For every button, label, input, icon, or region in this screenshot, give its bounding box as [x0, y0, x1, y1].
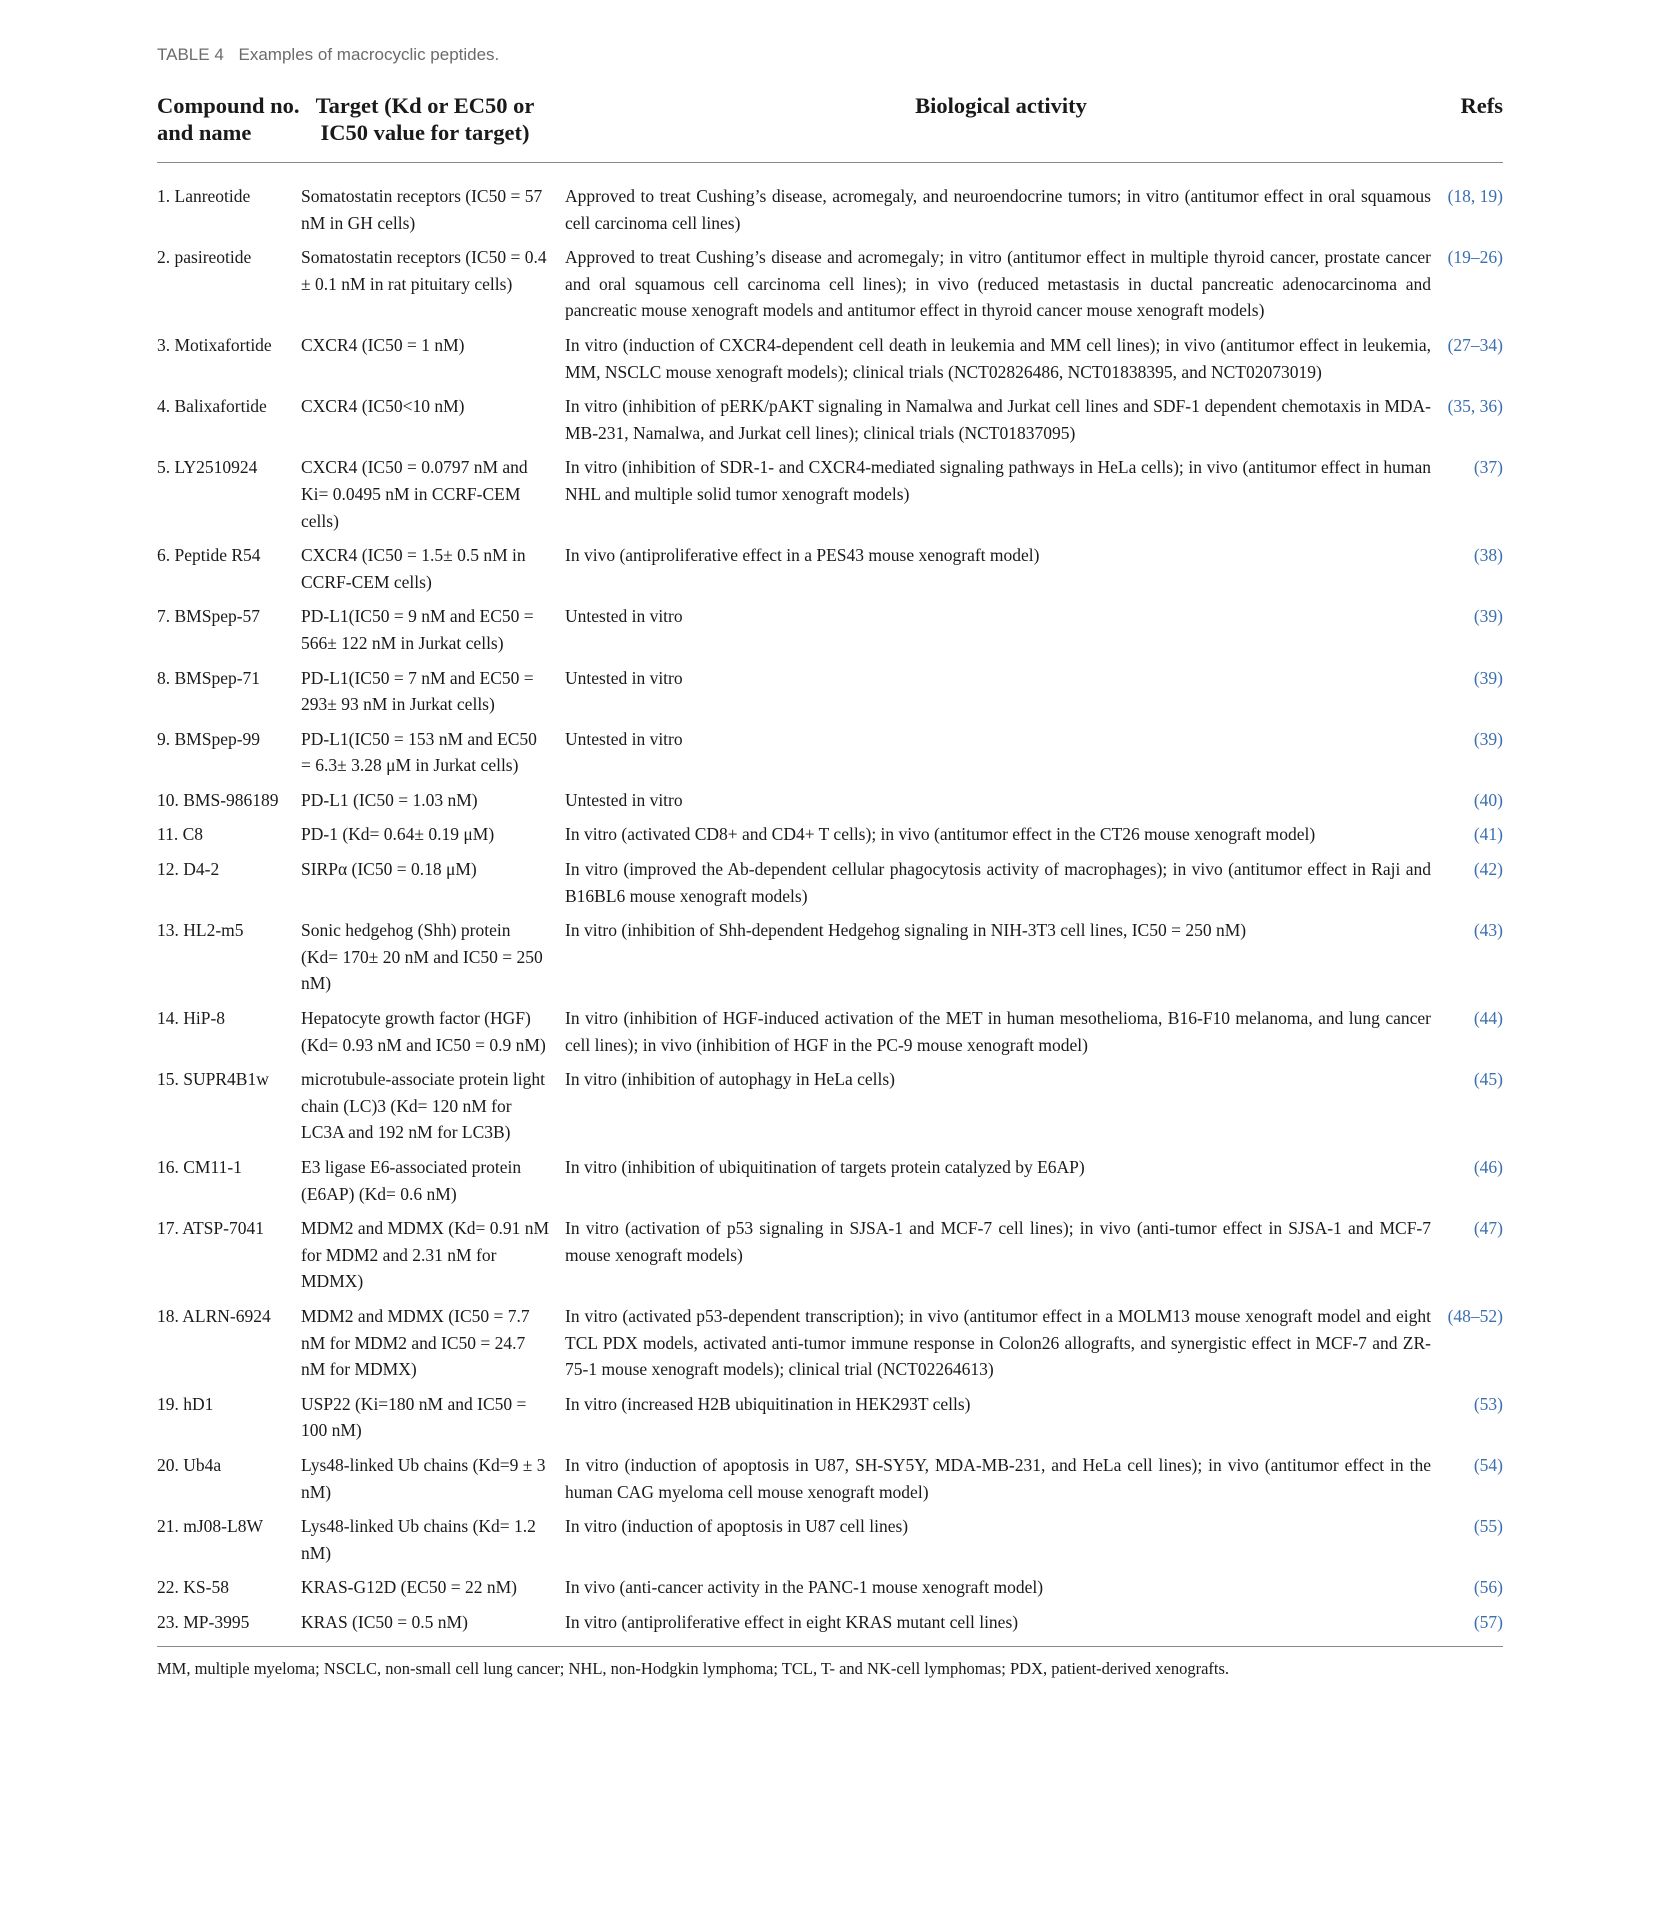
table-row [157, 787, 1503, 822]
biological-activity: In vitro (activated p53-dependent transcription); in vivo (antitumor effect in a MOLM13 mouse xenograft model and eight TCL PDX models, activated anti-tumor immune response in Colon26 allografts, and synergistic effect in MCF-7 and ZR-75-1 mouse xenograft models); clinical trial (NCT02264613) [565, 1305, 1431, 1380]
refs: (39) [1473, 728, 1503, 749]
table-page [157, 44, 1503, 1681]
biological-activity: In vitro (increased H2B ubiquitination in HEK293T cells) [565, 1393, 971, 1414]
compound-name: 19. hD1 [157, 1393, 214, 1414]
table-label: TABLE 4 [157, 45, 224, 64]
target-value: Somatostatin receptors (IC50 = 0.4 ± 0.1 nM in rat pituitary cells) [301, 247, 547, 294]
compound-name: 3. Motixafortide [157, 334, 272, 355]
refs: (53) [1473, 1393, 1503, 1414]
biological-activity: In vitro (activated CD8+ and CD4+ T cells); in vivo (antitumor effect in the CT26 mouse xenograft model) [565, 824, 1316, 845]
refs: (46) [1473, 1157, 1503, 1177]
target-value: PD-L1(IC50 = 9 nM and EC50 = 566± 122 nM in Jurkat cells) [301, 606, 534, 653]
compound-name: 1. Lanreotide [157, 186, 251, 206]
header-target: Target (Kd or EC50 or IC50 value for target) [301, 92, 565, 163]
biological-activity: Untested in vitro [565, 728, 683, 749]
refs: (56) [1473, 1577, 1503, 1598]
target-value: Hepatocyte growth factor (HGF) (Kd= 0.93 nM and IC50 = 0.9 nM) [301, 1008, 546, 1055]
target-value: KRAS-G12D (EC50 = 22 nM) [301, 1577, 517, 1598]
compound-name: 11. C8 [157, 824, 204, 845]
biological-activity: In vitro (induction of apoptosis in U87, SH-SY5Y, MDA-MB-231, and HeLa cell lines); in vivo (antitumor effect in the human CAG myeloma cell mouse xenograft model) [565, 1454, 1431, 1502]
refs: (45) [1473, 1069, 1503, 1090]
compound-name: 14. HiP-8 [157, 1008, 226, 1029]
target-value: Lys48-linked Ub chains (Kd= 1.2 nM) [301, 1516, 536, 1563]
refs: (48–52) [1447, 1305, 1503, 1326]
table-row [157, 821, 1503, 856]
table-row [157, 603, 1503, 664]
biological-activity: In vitro (activation of p53 signaling in SJSA-1 and MCF-7 cell lines); in vivo (anti-tumor effect in SJSA-1 and MCF-7 mouse xenograft models) [565, 1218, 1431, 1265]
refs: (39) [1473, 606, 1503, 627]
table-row [157, 1303, 1503, 1391]
compound-name: 21. mJ08-L8W [157, 1516, 263, 1537]
table-row [157, 1574, 1503, 1609]
macrocyclic-peptides-table [157, 92, 1503, 1647]
refs: (55) [1473, 1516, 1503, 1537]
target-value: Lys48-linked Ub chains (Kd=9 ± 3 nM) [301, 1454, 546, 1502]
compound-name: 22. KS-58 [157, 1577, 229, 1598]
refs: (54) [1473, 1454, 1503, 1475]
target-value: USP22 (Ki=180 nM and IC50 = 100 nM) [301, 1393, 527, 1441]
table-row [157, 1513, 1503, 1574]
table-row [157, 1609, 1503, 1646]
target-value: CXCR4 (IC50 = 1 nM) [301, 334, 465, 355]
table-row [157, 332, 1503, 393]
biological-activity: In vitro (inhibition of ubiquitination of targets protein catalyzed by E6AP) [565, 1157, 1085, 1177]
table-row [157, 542, 1503, 603]
compound-name: 12. D4-2 [157, 859, 220, 880]
refs: (35, 36) [1447, 396, 1503, 417]
compound-name: 17. ATSP-7041 [157, 1218, 264, 1239]
table-title: Examples of macrocyclic peptides. [238, 45, 500, 64]
target-value: Somatostatin receptors (IC50 = 57 nM in GH cells) [301, 186, 543, 233]
biological-activity: Untested in vitro [565, 667, 683, 688]
compound-name: 15. SUPR4B1w [157, 1069, 269, 1090]
biological-activity: Untested in vitro [565, 606, 683, 627]
compound-name: 23. MP-3995 [157, 1609, 301, 1646]
header-compound: Compound no. and name [157, 92, 301, 163]
biological-activity: Approved to treat Cushing’s disease and acromegaly; in vitro (antitumor effect in multiple thyroid cancer, prostate cancer and oral squamous cell carcinoma cell lines); in vivo (reduced metastasis in ductal pancreatic adenocarcinoma and pancreatic mouse xenograft models and antitumor effect in thyroid cancer mouse xenograft models) [565, 247, 1431, 321]
biological-activity: Untested in vitro [565, 789, 683, 810]
table-row [157, 1215, 1503, 1303]
target-value: SIRPα (IC50 = 0.18 μM) [301, 859, 477, 880]
compound-name: 9. BMSpep-99 [157, 728, 261, 749]
target-value: E3 ligase E6-associated protein (E6AP) (Kd= 0.6 nM) [301, 1157, 522, 1204]
table-row [157, 1154, 1503, 1215]
target-value: PD-L1(IC50 = 153 nM and EC50 = 6.3± 3.28 μM in Jurkat cells) [301, 728, 537, 776]
refs: (40) [1473, 789, 1503, 810]
target-value: PD-L1(IC50 = 7 nM and EC50 = 293± 93 nM in Jurkat cells) [301, 667, 534, 715]
compound-name: 5. LY2510924 [157, 457, 258, 478]
target-value: CXCR4 (IC50<10 nM) [301, 396, 465, 417]
biological-activity: In vivo (antiproliferative effect in a PES43 mouse xenograft model) [565, 545, 1040, 566]
table-row [157, 454, 1503, 542]
biological-activity: In vitro (improved the Ab-dependent cellular phagocytosis activity of macrophages); in vivo (antitumor effect in Raji and B16BL6 mouse xenograft models) [565, 859, 1431, 906]
header-activity: Biological activity [565, 92, 1437, 163]
table-row [157, 856, 1503, 917]
compound-name: 13. HL2-m5 [157, 920, 244, 941]
refs: (27–34) [1447, 334, 1503, 355]
table-row [157, 1005, 1503, 1066]
refs: (43) [1473, 920, 1503, 941]
target-value: microtubule-associate protein light chain (LC)3 (Kd= 120 nM for LC3A and 192 nM for LC3B) [301, 1069, 545, 1143]
table-header-row [157, 92, 1503, 163]
compound-name: 18. ALRN-6924 [157, 1305, 271, 1326]
biological-activity: In vitro (inhibition of autophagy in HeLa cells) [565, 1069, 895, 1090]
compound-name: 7. BMSpep-57 [157, 606, 261, 627]
refs: (42) [1473, 859, 1503, 880]
target-value: CXCR4 (IC50 = 1.5± 0.5 nM in CCRF-CEM cells) [301, 545, 526, 592]
biological-activity: In vitro (antiproliferative effect in eight KRAS mutant cell lines) [565, 1609, 1437, 1646]
biological-activity: In vitro (induction of CXCR4-dependent cell death in leukemia and MM cell lines); in vivo (antitumor effect in leukemia, MM, NSCLC mouse xenograft models); clinical trials (NCT02826486, NCT01838395, and NCT02073019) [565, 334, 1431, 382]
biological-activity: In vitro (inhibition of Shh-dependent Hedgehog signaling in NIH-3T3 cell lines, IC50 = 250 nM) [565, 920, 1247, 941]
biological-activity: Approved to treat Cushing’s disease, acromegaly, and neuroendocrine tumors; in vitro (antitumor effect in oral squamous cell carcinoma cell lines) [565, 186, 1431, 233]
table-row [157, 163, 1503, 245]
table-row [157, 726, 1503, 787]
target-value: PD-1 (Kd= 0.64± 0.19 μM) [301, 824, 495, 845]
compound-name: 4. Balixafortide [157, 396, 267, 417]
refs: (19–26) [1447, 247, 1503, 268]
refs: (18, 19) [1447, 186, 1503, 206]
compound-name: 16. CM11-1 [157, 1157, 242, 1177]
header-refs: Refs [1437, 92, 1503, 163]
table-caption [157, 44, 1503, 66]
table-row [157, 665, 1503, 726]
target-value: MDM2 and MDMX (IC50 = 7.7 nM for MDM2 and IC50 = 24.7 nM for MDMX) [301, 1305, 530, 1380]
table-row [157, 393, 1503, 454]
table-row [157, 1066, 1503, 1154]
refs: (38) [1473, 545, 1503, 566]
biological-activity: In vivo (anti-cancer activity in the PANC-1 mouse xenograft model) [565, 1577, 1044, 1598]
biological-activity: In vitro (inhibition of pERK/pAKT signaling in Namalwa and Jurkat cell lines and SDF-1 dependent chemotaxis in MDA-MB-231, Namalwa, and Jurkat cell lines); clinical trials (NCT01837095) [565, 396, 1431, 443]
target-value: PD-L1 (IC50 = 1.03 nM) [301, 789, 478, 810]
target-value: CXCR4 (IC50 = 0.0797 nM and Ki= 0.0495 nM in CCRF-CEM cells) [301, 457, 528, 531]
biological-activity: In vitro (inhibition of SDR-1- and CXCR4-mediated signaling pathways in HeLa cells); in vivo (antitumor effect in human NHL and multiple solid tumor xenograft models) [565, 457, 1431, 504]
table-row [157, 1391, 1503, 1452]
compound-name: 6. Peptide R54 [157, 545, 261, 566]
target-value: Sonic hedgehog (Shh) protein (Kd= 170± 20 nM and IC50 = 250 nM) [301, 920, 543, 994]
target-value: KRAS (IC50 = 0.5 nM) [301, 1609, 565, 1646]
table-row [157, 1452, 1503, 1513]
refs: (39) [1473, 667, 1503, 688]
compound-name: 20. Ub4a [157, 1454, 222, 1475]
refs: (44) [1473, 1008, 1503, 1029]
table-row [157, 244, 1503, 332]
target-value: MDM2 and MDMX (Kd= 0.91 nM for MDM2 and 2.31 nM for MDMX) [301, 1218, 550, 1292]
table-footnote: MM, multiple myeloma; NSCLC, non-small cell lung cancer; NHL, non-Hodgkin lymphoma; TCL, T- and NK-cell lymphomas; PDX, patient-derived xenografts. [157, 1658, 1230, 1678]
compound-name: 2. pasireotide [157, 247, 252, 268]
biological-activity: In vitro (inhibition of HGF-induced activation of the MET in human mesothelioma, B16-F10 melanoma, and lung cancer cell lines); in vivo (inhibition of HGF in the PC-9 mouse xenograft model) [565, 1008, 1431, 1055]
refs: (37) [1473, 457, 1503, 478]
table-row [157, 917, 1503, 1005]
compound-name: 10. BMS-986189 [157, 789, 279, 810]
biological-activity: In vitro (induction of apoptosis in U87 cell lines) [565, 1516, 909, 1537]
compound-name: 8. BMSpep-71 [157, 667, 261, 688]
refs: (57) [1437, 1609, 1503, 1646]
refs: (41) [1473, 824, 1503, 845]
refs: (47) [1473, 1218, 1503, 1239]
